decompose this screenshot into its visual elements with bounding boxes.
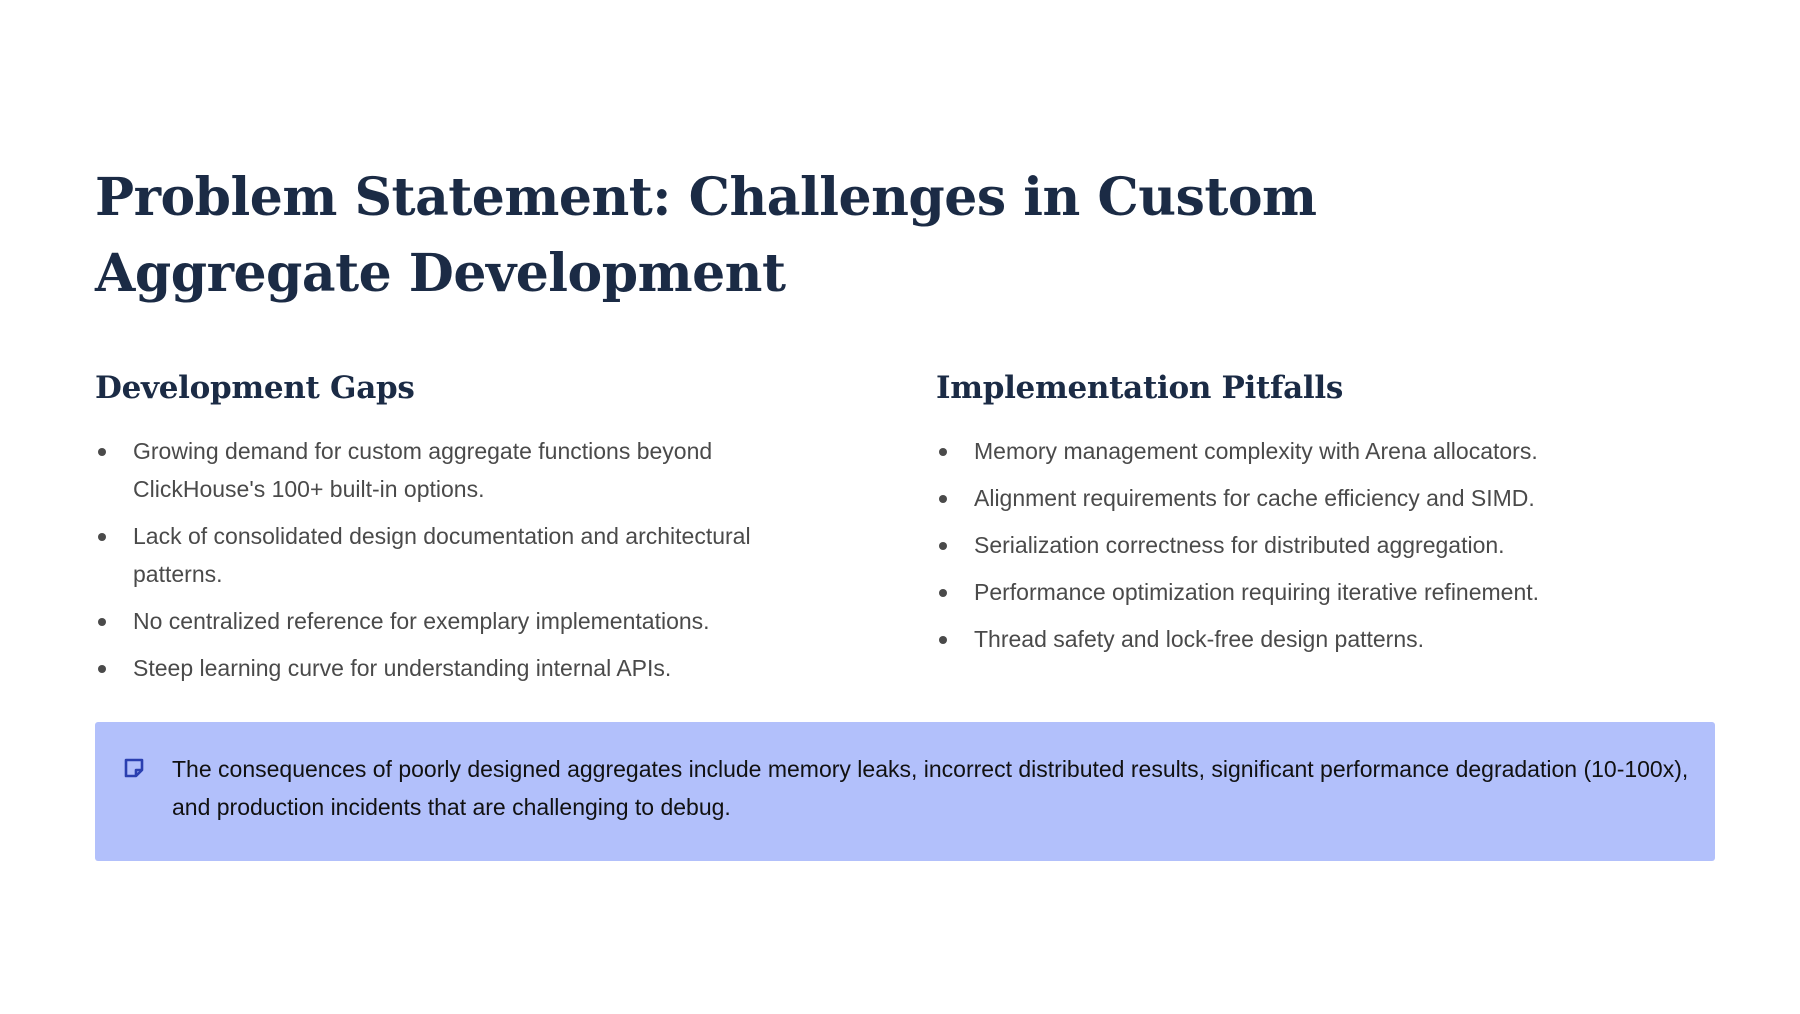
bullet-icon: [939, 636, 947, 644]
list-item-text: Performance optimization requiring iterative refinement.: [974, 579, 1540, 605]
bullet-list: [95, 432, 835, 687]
list-item-text: Alignment requirements for cache efficiency and SIMD.: [974, 485, 1535, 511]
list-item-text: No centralized reference for exemplary implementations.: [133, 608, 710, 634]
bullet-icon: [98, 618, 106, 626]
implementation-pitfalls-section: [936, 366, 1696, 667]
callout-text: The consequences of poorly designed aggregates include memory leaks, incorrect distributed results, significant performance degradation (10-100x), and production incidents that are challenging to debug.: [172, 756, 1689, 820]
list-item: [936, 479, 1696, 517]
list-item-text: Thread safety and lock-free design patterns.: [974, 626, 1425, 652]
list-item: [95, 649, 835, 687]
list-item-text: Memory management complexity with Arena allocators.: [974, 438, 1538, 464]
development-gaps-section: [95, 366, 835, 696]
list-item: [936, 526, 1696, 564]
list-item: [936, 620, 1696, 658]
list-item-text: Lack of consolidated design documentation and architectural patterns.: [133, 523, 751, 587]
callout-box: [95, 722, 1715, 861]
list-item: [95, 432, 835, 508]
section-heading: Development Gaps: [95, 370, 415, 406]
bullet-icon: [939, 495, 947, 503]
bullet-icon: [939, 589, 947, 597]
list-item-text: Growing demand for custom aggregate functions beyond ClickHouse's 100+ built-in options.: [133, 438, 713, 502]
list-item: [936, 573, 1696, 611]
list-item: [95, 517, 835, 593]
bullet-icon: [98, 665, 106, 673]
list-item-text: Steep learning curve for understanding internal APIs.: [133, 655, 672, 681]
list-item: [936, 432, 1696, 470]
page-title: Problem Statement: Challenges in Custom Aggregate Development: [95, 167, 1317, 304]
bullet-icon: [98, 448, 106, 456]
bullet-icon: [939, 448, 947, 456]
list-item-text: Serialization correctness for distributed aggregation.: [974, 532, 1505, 558]
bullet-list: [936, 432, 1696, 658]
note-icon: [123, 757, 145, 779]
section-heading: Implementation Pitfalls: [936, 370, 1343, 406]
bullet-icon: [939, 542, 947, 550]
bullet-icon: [98, 533, 106, 541]
list-item: [95, 602, 835, 640]
